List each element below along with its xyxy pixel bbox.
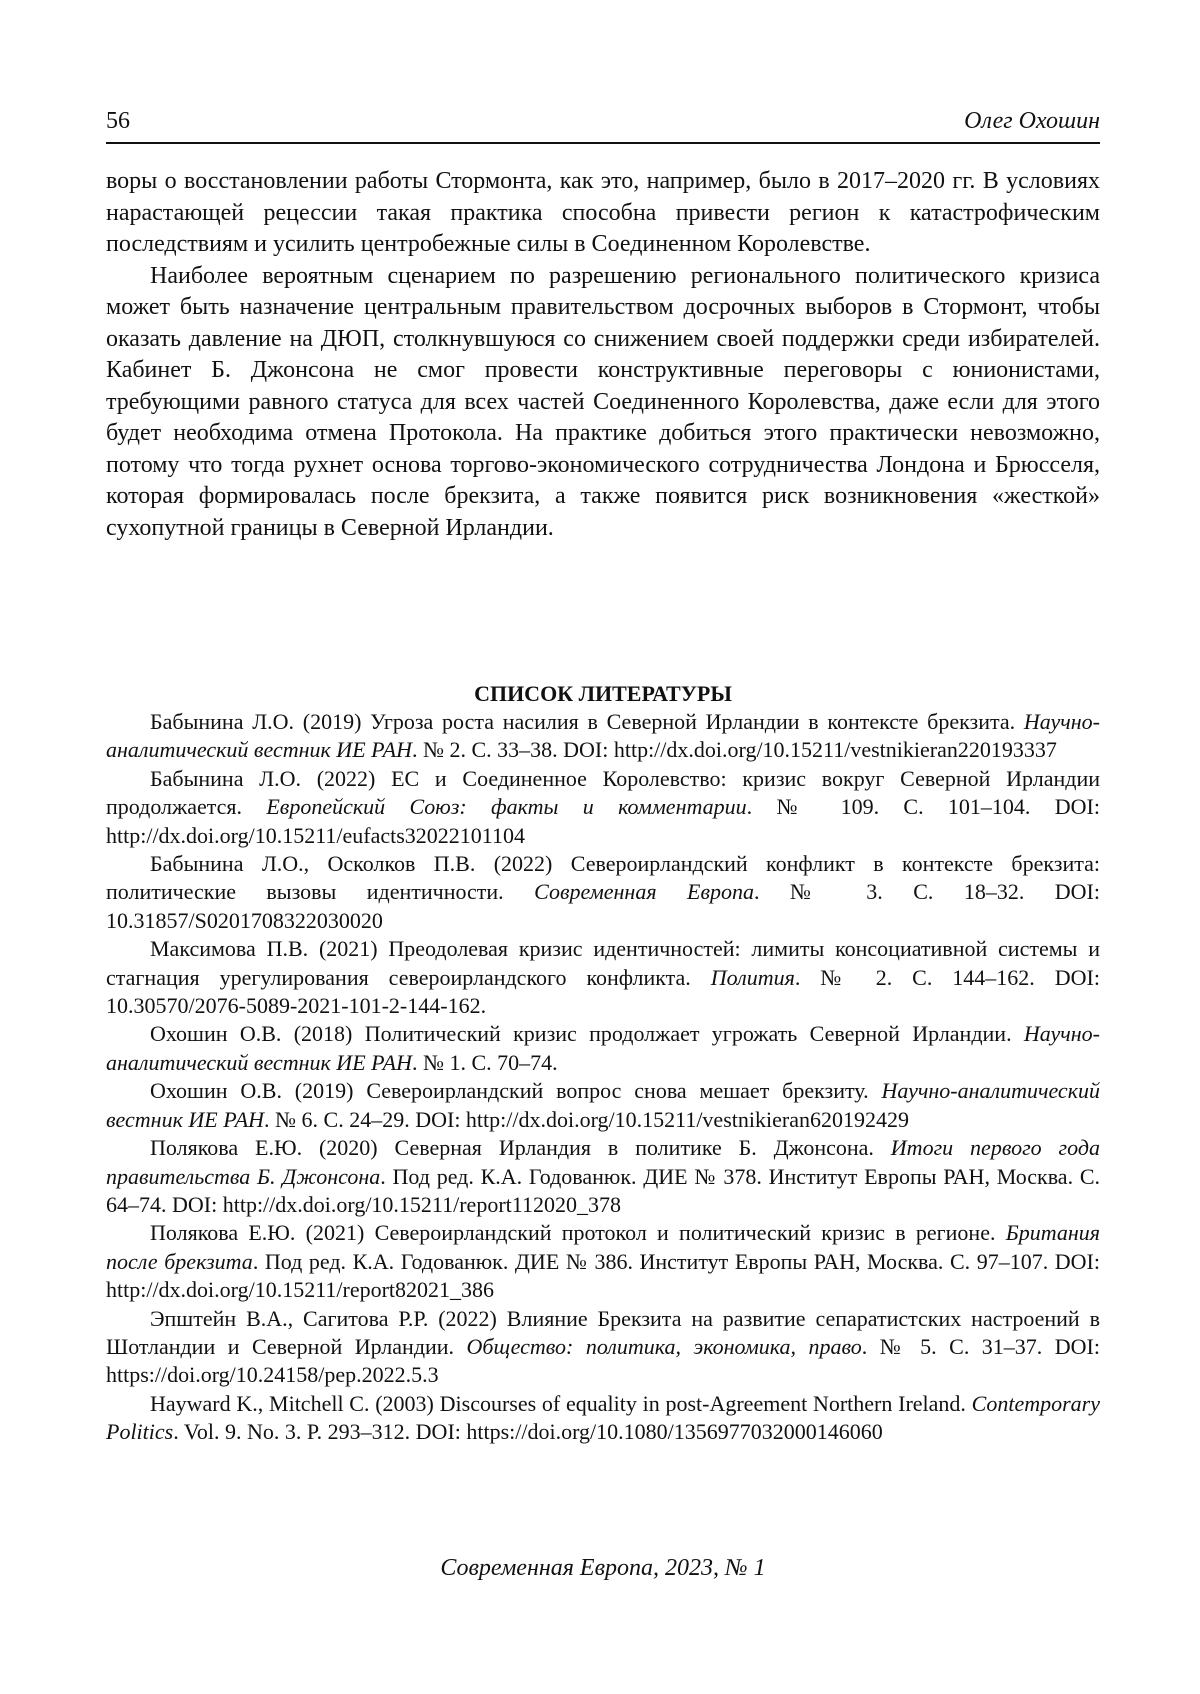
references-list bbox=[106, 708, 1100, 1447]
running-author: Олег Охошин bbox=[964, 108, 1100, 134]
body-paragraph: Наиболее вероятным сценарием по разрешению регионального политического кризиса может быть назначение центральным правительством досрочных выборов в Стормонт, чтобы оказать давление на ДЮП, столкнувшуюся со снижением своей поддержки среди избирателей. Кабинет Б. Джонсона не смог провести конструктивные переговоры с юнионистами, требующими равного статуса для всех частей Соединенного Королевства, даже если для этого будет необходима отмена Протокола. На практике добиться этого практически невозможно, потому что тогда рухнет основа торгово-экономического сотрудничества Лондона и Брюсселя, которая формировалась после брекзита, а также появится риск возникновения «жесткой» сухопутной границы в Северной Ирландии. bbox=[106, 262, 1100, 541]
reference-item: Бабынина Л.О., Осколков П.В. (2022) Североирландский конфликт в контексте брекзита: политические вызовы идентичности. Современная Европа. № 3. С. 18–32. DOI: 10.31857/S0201708322030020 bbox=[106, 851, 1100, 933]
reference-item: Бабынина Л.О. (2019) Угроза роста насилия в Северной Ирландии в контексте брекзита. Научно-аналитический вестник ИЕ РАН. № 2. С. 33–38. DOI: http://dx.doi.org/10.15211/vestnikieran220193337 bbox=[106, 709, 1100, 763]
page-number: 56 bbox=[106, 108, 130, 134]
header-rule bbox=[106, 142, 1100, 144]
body-text bbox=[106, 166, 1100, 544]
running-footer: Современная Европа, 2023, № 1 bbox=[440, 1555, 766, 1581]
reference-item: Максимова П.В. (2021) Преодолевая кризис идентичностей: лимиты консоциативной системы и стагнация урегулирования североирландского конфликта. Полития. № 2. С. 144–162. DOI: 10.30570/2076-5089-2021-101-2-144-162. bbox=[106, 936, 1100, 1019]
reference-item: Hayward K., Mitchell C. (2003) Discourses of equality in post-Agreement Northern Ireland. Contemporary Politics. Vol. 9. No. 3. P. 293–312. DOI: https://doi.org/10.1080/1356977032000146060 bbox=[106, 1390, 1100, 1445]
running-header bbox=[106, 104, 1100, 138]
reference-item: Полякова Е.Ю. (2020) Северная Ирландия в политике Б. Джонсона. Итоги первого года правительства Б. Джонсона. Под ред. К.А. Годованюк. ДИЕ № 378. Институт Европы РАН, Москва. С. 64–74. DOI: http://dx.doi.org/10.15211/report112020_378 bbox=[106, 1135, 1100, 1217]
reference-item: Охошин О.В. (2019) Североирландский вопрос снова мешает брекзиту. Научно-аналитический вестник ИЕ РАН. № 6. С. 24–29. DOI: http://dx.doi.org/10.15211/vestnikieran620192429 bbox=[106, 1078, 1100, 1132]
reference-item: Бабынина Л.О. (2022) ЕС и Соединенное Королевство: кризис вокруг Северной Ирландии продолжается. Европейский Союз: факты и комментарии. № 109. С. 101–104. DOI: http://dx.doi.org/10.15211/eufacts32022101104 bbox=[106, 765, 1100, 848]
reference-item: Охошин О.В. (2018) Политический кризис продолжает угрожать Северной Ирландии. Научно-аналитический вестник ИЕ РАН. № 1. С. 70–74. bbox=[106, 1021, 1100, 1075]
body-paragraph: воры о восстановлении работы Стормонта, как это, например, было в 2017–2020 гг. В условиях нарастающей рецессии такая практика способна привести регион к катастрофическим последствиям и усилить центробежные силы в Соединенном Королевстве. bbox=[106, 168, 1100, 257]
reference-item: Эпштейн В.А., Сагитова Р.Р. (2022) Влияние Брекзита на развитие сепаратистских настроений в Шотландии и Северной Ирландии. Общество: политика, экономика, право. № 5. С. 31–37. DOI: https://doi.org/10.24158/pep.2022.5.3 bbox=[106, 1305, 1100, 1388]
reference-item: Полякова Е.Ю. (2021) Североирландский протокол и политический кризис в регионе. Британия после брекзита. Под ред. К.А. Годованюк. ДИЕ № 386. Институт Европы РАН, Москва. С. 97–107. DOI: http://dx.doi.org/10.15211/report82021_386 bbox=[106, 1220, 1100, 1303]
references-title: СПИСОК ЛИТЕРАТУРЫ bbox=[474, 681, 732, 706]
